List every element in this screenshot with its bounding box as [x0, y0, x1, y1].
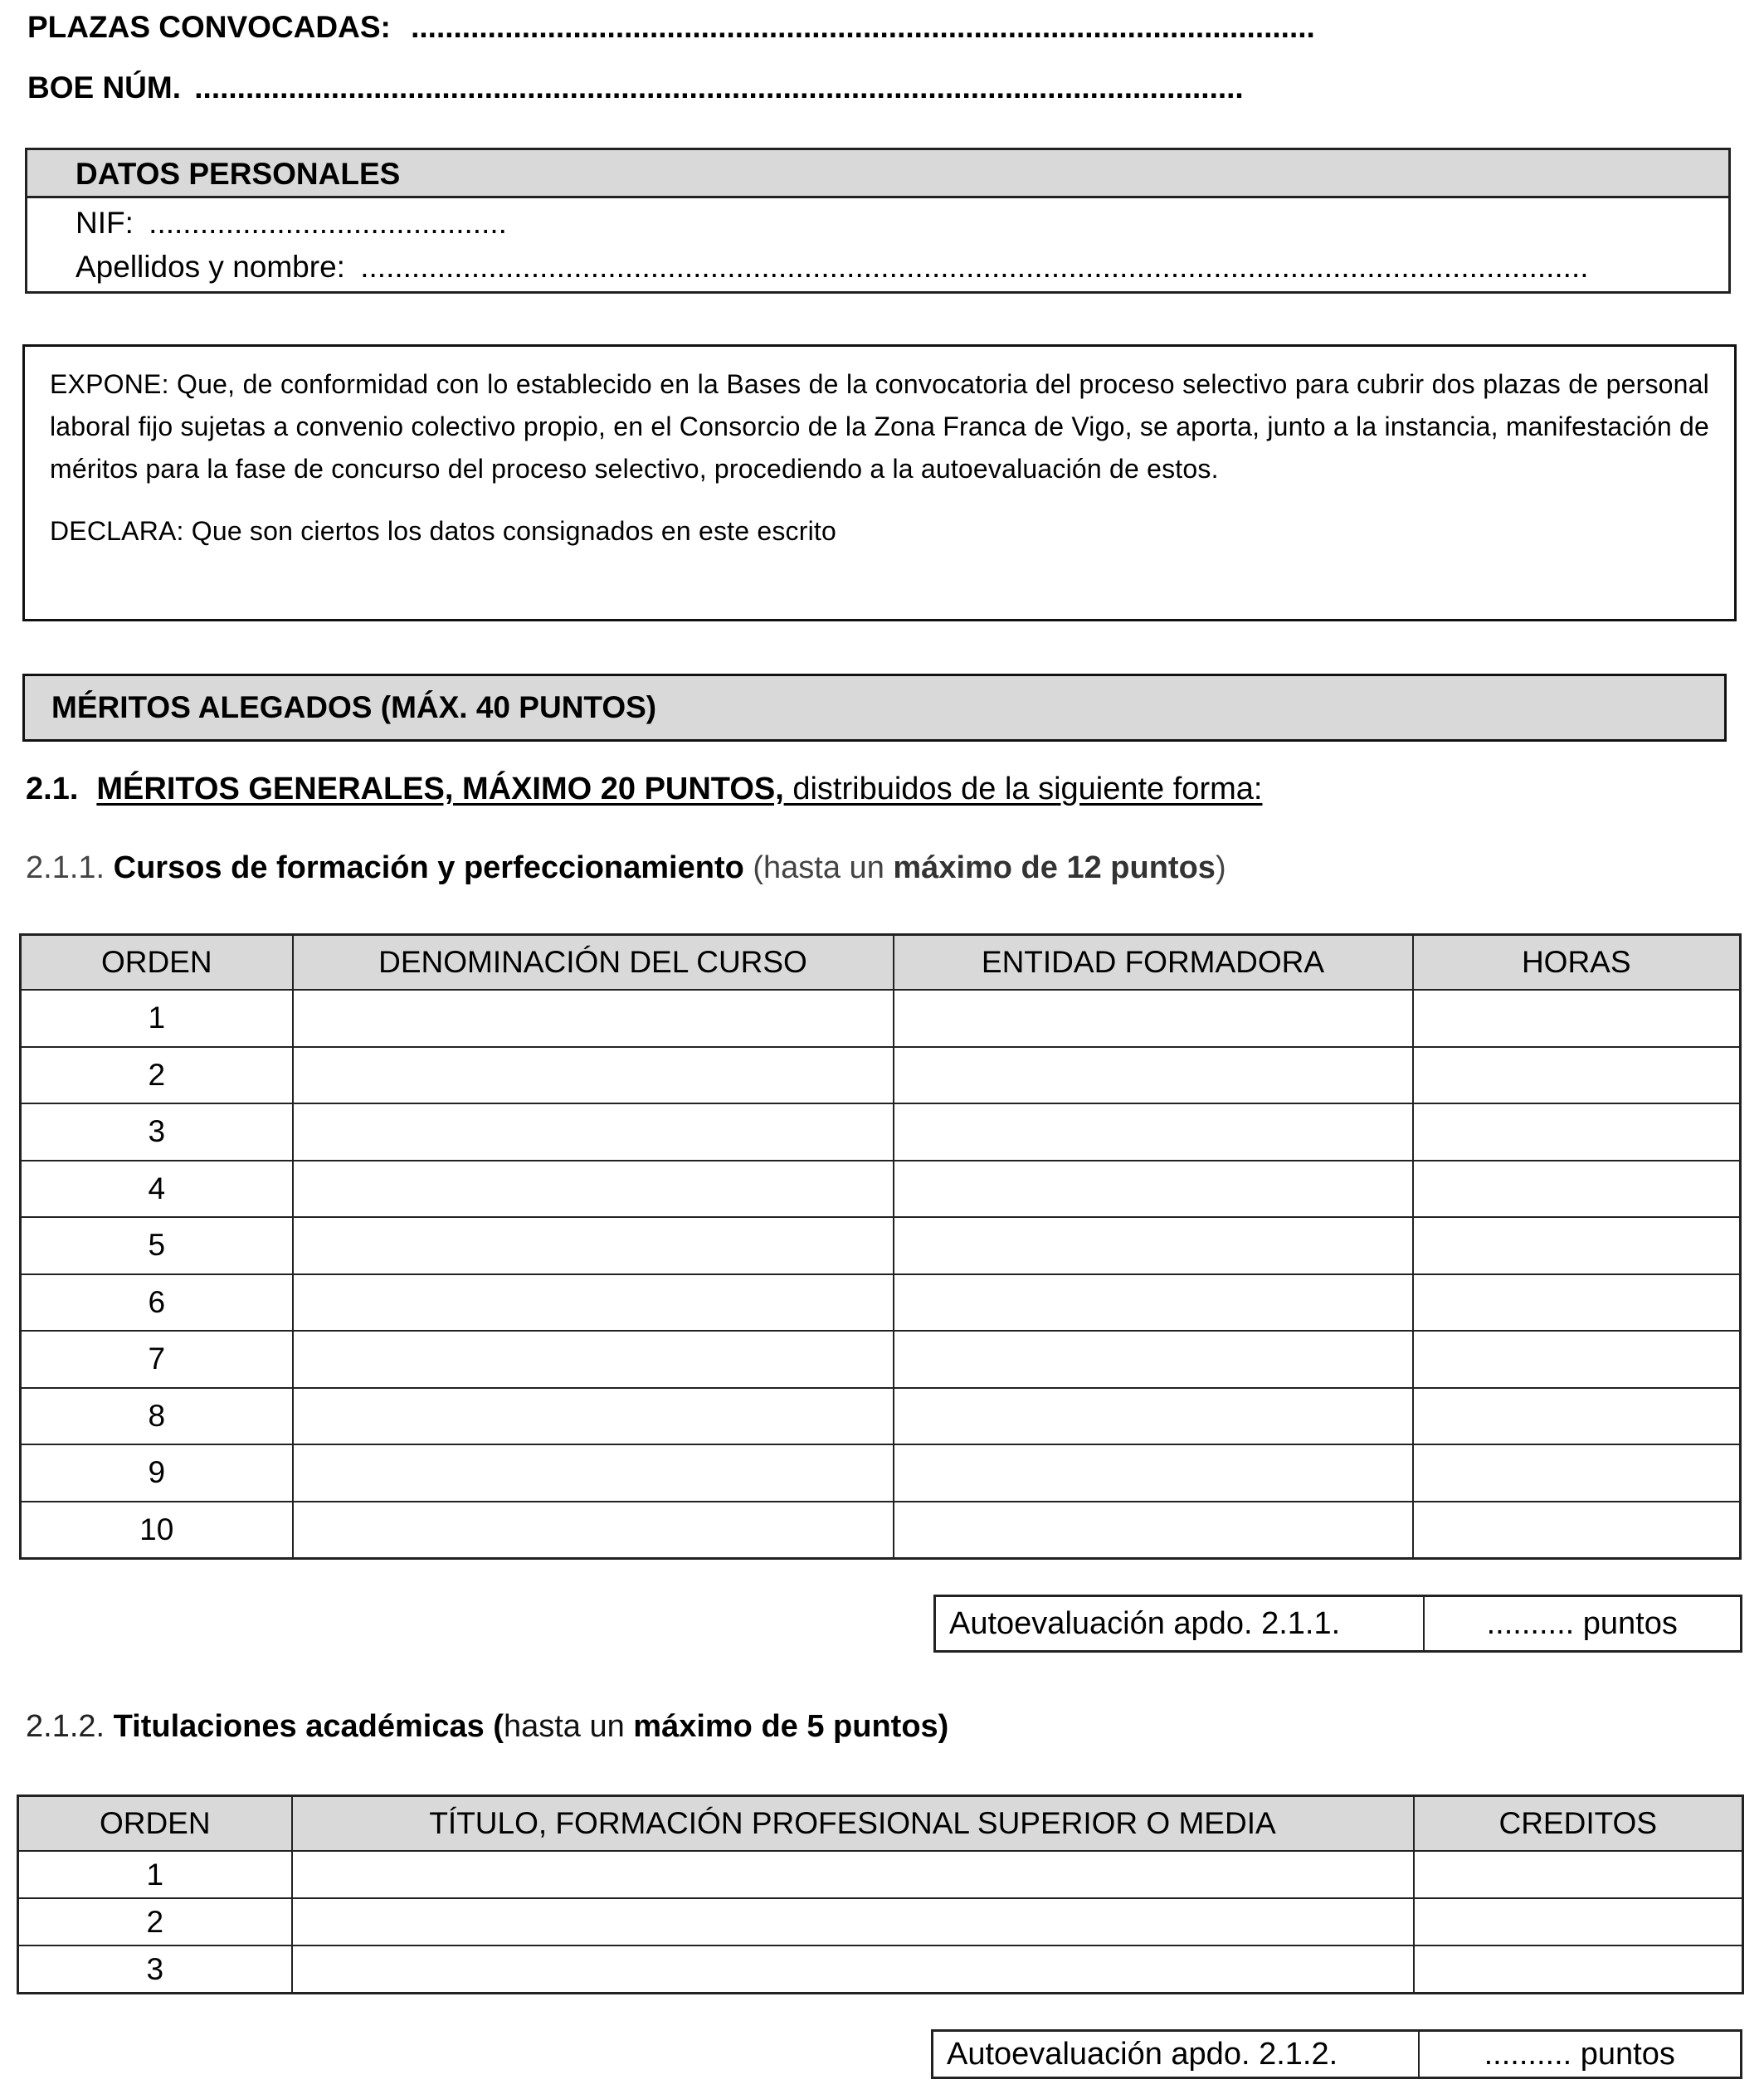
cursos-table [19, 933, 1742, 1560]
nombre-label: Apellidos y nombre: [76, 250, 345, 284]
boe-num-line [27, 71, 1244, 105]
plazas-convocadas-label: PLAZAS CONVOCADAS: [27, 10, 391, 44]
orden-cell: 6 [21, 1274, 293, 1332]
denominacion-cell[interactable] [293, 1388, 894, 1445]
datos-personales-box [25, 148, 1731, 294]
denominacion-cell[interactable] [293, 1217, 894, 1274]
denominacion-cell[interactable] [293, 990, 894, 1047]
orden-cell: 10 [21, 1502, 293, 1559]
section-2-1-subtitle: distribuidos de la siguiente forma: [783, 772, 1263, 806]
denominacion-cell[interactable] [293, 1161, 894, 1218]
section-2-1-1-max: máximo de 12 puntos [893, 850, 1216, 885]
orden-cell: 3 [18, 1945, 292, 1994]
entidad-cell[interactable] [894, 990, 1413, 1047]
table-row [21, 1103, 1741, 1161]
denominacion-cell[interactable] [293, 1444, 894, 1502]
declara-text: DECLARA: Que son ciertos los datos consignados en este escrito [50, 516, 836, 546]
orden-cell: 1 [18, 1851, 292, 1898]
entidad-cell[interactable] [894, 1444, 1413, 1502]
table-row [21, 1444, 1741, 1502]
nombre-field[interactable]: ................................................................................................................................................ [360, 250, 1589, 284]
autoevaluacion-2-1-1-label: Autoevaluación apdo. 2.1.1. [935, 1596, 1424, 1652]
entidad-cell[interactable] [894, 1217, 1413, 1274]
nif-label: NIF: [76, 206, 134, 240]
orden-cell: 4 [21, 1161, 293, 1218]
entidad-cell[interactable] [894, 1331, 1413, 1388]
meritos-alegados-title: MÉRITOS ALEGADOS (MÁX. 40 PUNTOS) [22, 674, 1727, 742]
horas-cell[interactable] [1413, 1502, 1741, 1559]
table-row [21, 1274, 1741, 1332]
column-header-horas: HORAS [1413, 935, 1741, 991]
orden-cell: 5 [21, 1217, 293, 1274]
entidad-cell[interactable] [894, 1103, 1413, 1161]
table-row [18, 1898, 1743, 1945]
section-2-1-1-paren-close: ) [1215, 850, 1226, 885]
horas-cell[interactable] [1413, 1444, 1741, 1502]
table-row [21, 1047, 1741, 1104]
plazas-convocadas-field[interactable]: .......................................................................................................... [411, 10, 1315, 44]
titulaciones-table [17, 1795, 1744, 1994]
expone-text: EXPONE: Que, de conformidad con lo establecido en la Bases de la convocatoria del proceso selectivo para cubrir dos plazas de personal laboral fijo sujetas a convenio colectivo propio, en el Consorcio de la Zona Franca de Vigo, se aporta, junto a la instancia, manifestación de méritos para la fase de concurso del proceso selectivo, procediendo a la autoevaluación de estos. [50, 369, 1709, 484]
creditos-cell[interactable] [1414, 1851, 1743, 1898]
boe-num-label: BOE NÚM. [27, 71, 181, 105]
entidad-cell[interactable] [894, 1047, 1413, 1104]
horas-cell[interactable] [1413, 1331, 1741, 1388]
horas-cell[interactable] [1413, 1047, 1741, 1104]
autoevaluacion-2-1-1-field[interactable]: .......... puntos [1424, 1596, 1742, 1652]
plazas-convocadas-line [27, 10, 1315, 45]
nif-field[interactable]: .......................................... [149, 206, 507, 240]
table-row [21, 990, 1741, 1047]
column-header-orden: ORDEN [21, 935, 293, 991]
autoevaluacion-2-1-2-label: Autoevaluación apdo. 2.1.2. [933, 2031, 1419, 2078]
column-header-orden: ORDEN [18, 1796, 292, 1852]
orden-cell: 8 [21, 1388, 293, 1445]
section-2-1-1-number: 2.1.1. [26, 850, 105, 885]
orden-cell: 2 [18, 1898, 292, 1945]
autoevaluacion-2-1-1 [933, 1595, 1742, 1653]
denominacion-cell[interactable] [293, 1047, 894, 1104]
denominacion-cell[interactable] [293, 1331, 894, 1388]
column-header-creditos: CREDITOS [1414, 1796, 1743, 1852]
section-2-1-2-heading [26, 1709, 948, 1745]
boe-num-field[interactable]: ........................................................................................................................... [194, 71, 1244, 105]
horas-cell[interactable] [1413, 1274, 1741, 1332]
table-row [21, 1161, 1741, 1218]
denominacion-cell[interactable] [293, 1502, 894, 1559]
entidad-cell[interactable] [894, 1502, 1413, 1559]
datos-personales-title: DATOS PERSONALES [27, 150, 1728, 198]
titulo-cell[interactable] [292, 1898, 1414, 1945]
section-2-1-1-paren-open: (hasta un [743, 850, 894, 885]
section-2-1-1-title: Cursos de formación y perfeccionamiento [113, 850, 744, 885]
titulo-cell[interactable] [292, 1851, 1414, 1898]
denominacion-cell[interactable] [293, 1274, 894, 1332]
expone-box [22, 344, 1737, 621]
table-row [21, 1388, 1741, 1445]
section-2-1-heading [26, 772, 1262, 807]
table-row [18, 1851, 1743, 1898]
orden-cell: 2 [21, 1047, 293, 1104]
table-row [21, 1217, 1741, 1274]
column-header-entidad: ENTIDAD FORMADORA [894, 935, 1413, 991]
table-row [21, 1502, 1741, 1559]
entidad-cell[interactable] [894, 1161, 1413, 1218]
section-2-1-2-title: Titulaciones académicas ( [113, 1709, 504, 1744]
denominacion-cell[interactable] [293, 1103, 894, 1161]
orden-cell: 7 [21, 1331, 293, 1388]
entidad-cell[interactable] [894, 1388, 1413, 1445]
orden-cell: 3 [21, 1103, 293, 1161]
section-2-1-2-paren-text: hasta un [503, 1709, 634, 1744]
autoevaluacion-2-1-2 [931, 2029, 1742, 2079]
orden-cell: 9 [21, 1444, 293, 1502]
table-row [21, 1331, 1741, 1388]
section-2-1-1-heading [26, 850, 1226, 886]
horas-cell[interactable] [1413, 1388, 1741, 1445]
section-2-1-2-number: 2.1.2. [26, 1709, 114, 1744]
column-header-denominacion: DENOMINACIÓN DEL CURSO [293, 935, 894, 991]
creditos-cell[interactable] [1414, 1945, 1743, 1994]
horas-cell[interactable] [1413, 1161, 1741, 1218]
table-row [18, 1945, 1743, 1994]
entidad-cell[interactable] [894, 1274, 1413, 1332]
nombre-row [27, 246, 1728, 288]
orden-cell: 1 [21, 990, 293, 1047]
horas-cell[interactable] [1413, 1217, 1741, 1274]
section-2-1-2-max: máximo de 5 puntos) [633, 1709, 949, 1744]
autoevaluacion-2-1-2-field[interactable]: .......... puntos [1419, 2031, 1742, 2078]
creditos-cell[interactable] [1414, 1898, 1743, 1945]
titulo-cell[interactable] [292, 1945, 1414, 1994]
column-header-titulo: TÍTULO, FORMACIÓN PROFESIONAL SUPERIOR O MEDIA [292, 1796, 1414, 1852]
nif-row [27, 200, 1728, 246]
horas-cell[interactable] [1413, 990, 1741, 1047]
section-2-1-title: MÉRITOS GENERALES, MÁXIMO 20 PUNTOS, [96, 772, 784, 806]
horas-cell[interactable] [1413, 1103, 1741, 1161]
section-2-1-number: 2.1. [26, 772, 79, 806]
